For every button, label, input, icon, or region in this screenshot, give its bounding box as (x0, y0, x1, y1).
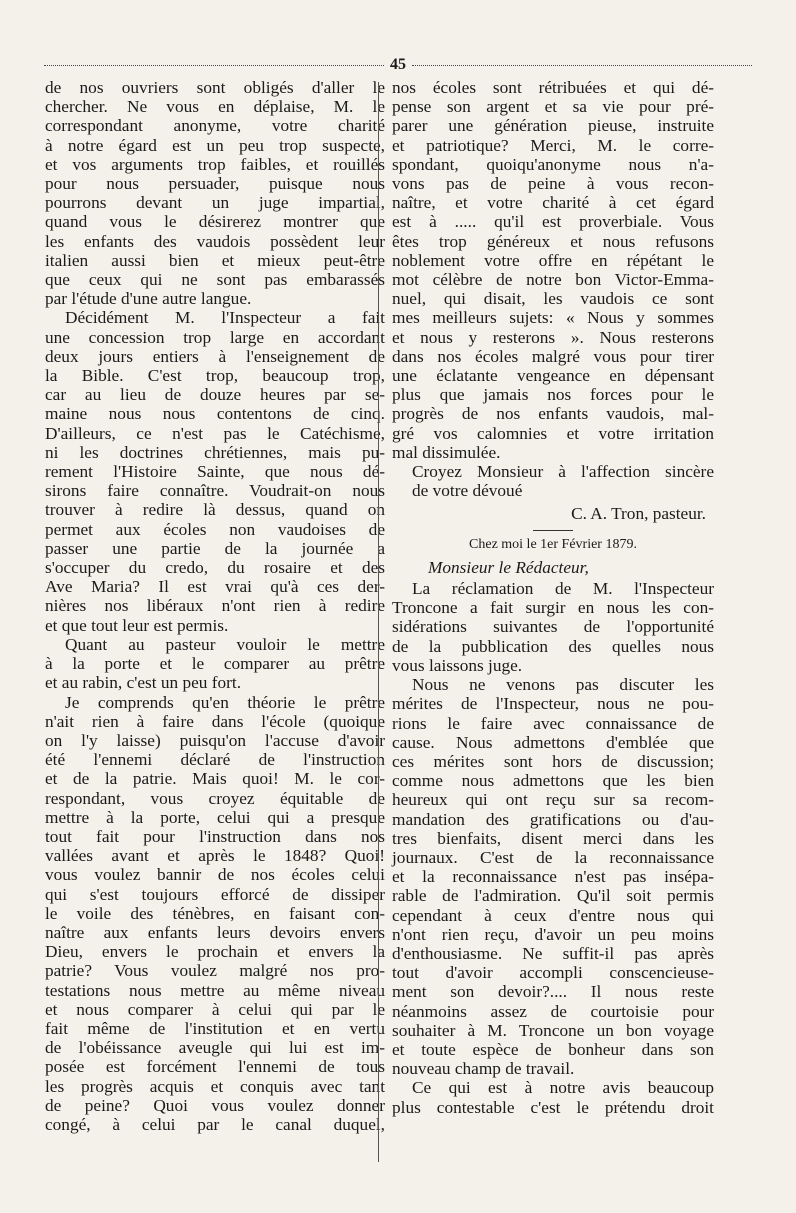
text-line: fait même de l'institution et en vertu (45, 1018, 385, 1038)
text-line: maine nous nous contentons de cinq. (45, 404, 385, 424)
text-line: mot célèbre de notre bon Victor-Emma- (392, 270, 714, 290)
text-line: est à ..... qu'il est proverbiale. Vous (392, 212, 714, 232)
text-line: deux jours entiers à l'enseignement de (45, 346, 385, 366)
text-line: que ceux qui ne sont pas embarassés (45, 270, 385, 290)
right-column-letter (392, 78, 714, 500)
text-line: et de la patrie. Mais quoi! M. le cor- (45, 769, 385, 789)
text-line: les progrès acquis et conquis avec tant (45, 1076, 385, 1096)
text-line: et la reconnaissance n'est pas insépa- (392, 867, 714, 887)
text-line: ces mérites sont hors de discussion; (392, 751, 714, 771)
text-line: à notre égard est un peu trop suspecte, (45, 135, 385, 155)
text-line: comme nous admettons que les bien (392, 771, 714, 791)
text-line: Troncone a fait surgir en nous les con- (392, 598, 714, 618)
text-line: nières nos libéraux n'ont rien à redire (45, 596, 385, 616)
text-line: de la pubblication des quelles nous (392, 636, 714, 656)
text-line: pense son argent et sa vie pour pré- (392, 97, 714, 117)
text-line: posée est forcément l'ennemi de tous (45, 1057, 385, 1077)
text-line: vous laissons juge. (392, 655, 523, 675)
page-header (44, 54, 752, 76)
text-line: néanmoins assez de courtoisie pour (392, 1001, 714, 1021)
text-line: et nous y resterons ». Nous resterons (392, 327, 714, 347)
text-line: permet aux écoles non vaudoises de (45, 519, 385, 539)
page-number: 45 (390, 56, 406, 73)
text-line: n'ait rien à faire dans l'école (quoique (45, 711, 385, 731)
text-line: tres bienfaits, disent merci dans les (392, 828, 714, 848)
text-line: mérites de l'Inspecteur, nous ne pou- (392, 694, 714, 714)
text-line: Dieu, envers le prochain et envers la (45, 942, 385, 962)
text-line: une concession trop large en accordant (45, 327, 385, 347)
text-line: et au rabin, c'est un peu fort. (45, 673, 242, 693)
text-line: noblement votre offre en répétant le (392, 250, 714, 270)
text-line: vallées avant et après le 1848? Quoi! (45, 846, 385, 866)
text-line: mes meilleurs sujets: « Nous y sommes (392, 308, 714, 328)
text-line: progrès de nos enfants vaudois, mal- (392, 404, 714, 424)
right-column-letter-2 (392, 579, 714, 1117)
text-line: Ave Maria? Il est vrai qu'à ces der- (45, 577, 385, 597)
text-line: mal dissimulée. (392, 442, 501, 462)
text-line: respondant, vous croyez équitable de (45, 788, 385, 808)
text-line: Nous ne venons pas discuter les (412, 675, 714, 695)
text-line: la Bible. C'est trop, beaucoup trop, (45, 366, 385, 386)
text-line: nouveau champ de travail. (392, 1059, 575, 1079)
text-line: D'ailleurs, ce n'est pas le Catéchisme, (45, 423, 385, 443)
text-line: congé, à celui par le canal duquel, (45, 1114, 385, 1134)
text-line: journaux. C'est de la reconnaissance (392, 847, 714, 867)
header-rule-right (412, 65, 752, 66)
text-line: rions le faire avec connaissance de (392, 713, 714, 733)
text-line: pour nous persuader, puisque nous (45, 174, 385, 194)
text-line: rable de l'admiration. Qu'il soit permis (392, 886, 714, 906)
text-line: cause. Nous admettons d'emblée que (392, 732, 714, 752)
text-line: parer une génération pieuse, instruite (392, 116, 714, 136)
text-line: et nous comparer à celui qui par le (45, 999, 385, 1019)
text-line: été l'ennemi déclaré de l'instruction (45, 750, 385, 770)
text-line: de peine? Quoi vous voulez donner (45, 1095, 385, 1115)
text-line: n'ont rien reçu, d'avoir un peu moins (392, 924, 714, 944)
left-column (45, 78, 385, 1134)
text-line: de votre dévoué (412, 481, 523, 501)
text-line: le voile des ténèbres, en faisant con- (45, 903, 385, 923)
text-line: et patriotique? Merci, M. le corre- (392, 135, 714, 155)
text-line: passer une partie de la journée a (45, 538, 385, 558)
text-line: Croyez Monsieur à l'affection sincère (412, 462, 714, 482)
text-line: ment son devoir?.... Il nous reste (392, 982, 714, 1002)
text-line: nos écoles sont rétribuées et qui dé- (392, 78, 714, 97)
text-line: testations nous mettre au même niveau (45, 980, 385, 1000)
text-line: cependant à ceux d'entre nous qui (392, 905, 714, 925)
text-line: s'occuper du credo, du rosaire et des (45, 558, 385, 578)
text-line: êtes trop généreux et nous refusons (392, 231, 714, 251)
text-line: car au lieu de douze heures par se- (45, 385, 385, 405)
text-line: La réclamation de M. l'Inspecteur (412, 579, 714, 599)
text-line: correspondant anonyme, votre charité (45, 116, 385, 136)
text-line: on l'y laisse) puisqu'on l'accuse d'avoir (45, 730, 385, 750)
text-line: vons pas de peine à vous recon- (392, 174, 714, 194)
text-line: les enfants des vaudois possèdent leur (45, 231, 385, 251)
text-line: spondant, quoiqu'anonyme nous n'a- (392, 154, 714, 174)
dateline: Chez moi le 1er Février 1879. (469, 536, 637, 552)
text-line: de l'obéissance aveugle qui lui est im- (45, 1038, 385, 1058)
text-line: trouver à redire là dessus, quand on (45, 500, 385, 520)
text-line: d'enthousiasme. Ne suffit-il pas après (392, 943, 714, 963)
text-line: et que tout leur est permis. (45, 615, 229, 635)
text-line: et toute espèce de bonheur dans son (392, 1039, 714, 1059)
text-line: gré vos calomnies et votre irritation (392, 423, 714, 443)
text-line: plus contestable c'est le prétendu droit (392, 1097, 714, 1117)
text-line: Quant au pasteur vouloir le mettre (65, 634, 385, 654)
text-line: sidérations suivantes de l'opportunité (392, 617, 714, 637)
text-line: mettre à la porte, celui qui a presque (45, 807, 385, 827)
text-line: qui s'est toujours efforcé de dissiper (45, 884, 385, 904)
text-line: sirons faire connaître. Voudrait-on nous (45, 481, 385, 501)
text-line: Ce qui est à notre avis beaucoup (412, 1078, 714, 1098)
text-line: de nos ouvriers sont obligés d'aller le (45, 78, 385, 97)
text-line: et vos arguments trop faibles, et rouillés (45, 154, 385, 174)
signature: C. A. Tron, pasteur. (571, 504, 706, 524)
section-divider (533, 530, 573, 531)
text-line: rement l'Histoire Sainte, que nous dé- (45, 462, 385, 482)
text-line: souhaiter à M. Troncone un bon voyage (392, 1020, 714, 1040)
text-line: heureux qui ont reçu sur sa recom- (392, 790, 714, 810)
text-line: plus que jamais nos forces pour le (392, 385, 714, 405)
text-line: dans nos écoles malgré vous pour tirer (392, 346, 714, 366)
text-line: italien aussi bien et mieux peut-être (45, 250, 385, 270)
text-line: une éclatante vengeance en dépensant (392, 366, 714, 386)
column-divider (378, 82, 379, 1162)
salutation: Monsieur le Rédacteur, (428, 557, 589, 577)
text-line: quand vous le désirerez montrer que (45, 212, 385, 232)
text-line: ni les doctrines chrétiennes, mais pu- (45, 442, 385, 462)
text-line: tout d'avoir accompli conscencieuse- (392, 963, 714, 983)
text-line: par l'étude d'une autre langue. (45, 289, 252, 309)
text-line: vous voulez bannir de nos écoles celui (45, 865, 385, 885)
text-line: naître, et votre charité à cet égard (392, 193, 714, 213)
text-line: nuel, qui disait, les vaudois ce sont (392, 289, 714, 309)
text-line: chercher. Ne vous en déplaise, M. le (45, 97, 385, 117)
text-line: Décidément M. l'Inspecteur a fait (65, 308, 385, 328)
text-line: mandation des gratifications ou d'au- (392, 809, 714, 829)
header-rule-left (44, 65, 384, 66)
text-line: Je comprends qu'en théorie le prêtre (65, 692, 385, 712)
right-column (392, 78, 714, 1117)
text-line: à la porte et le comparer au prêtre (45, 654, 385, 674)
text-line: naître aux enfants leurs devoirs envers (45, 922, 385, 942)
text-line: pourrons devant un juge impartial, (45, 193, 385, 213)
text-line: patrie? Vous voulez malgré nos pro- (45, 961, 385, 981)
text-line: tout fait pour l'instruction dans nos (45, 826, 385, 846)
